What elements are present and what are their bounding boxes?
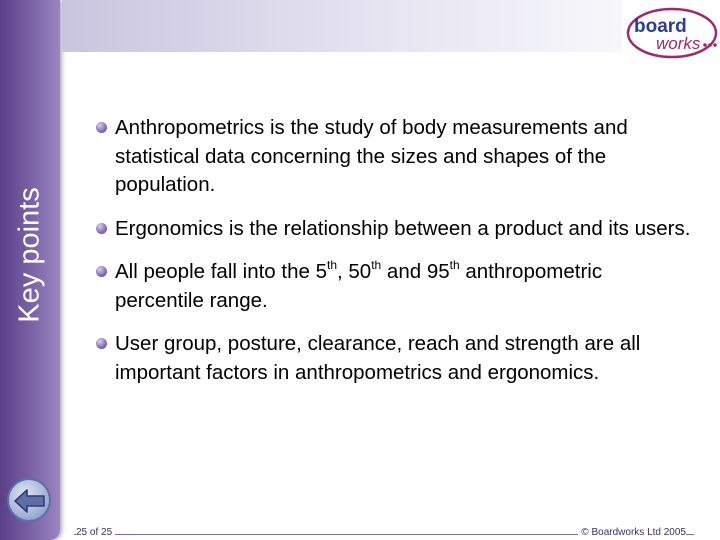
back-arrow-icon — [13, 486, 47, 516]
bullet-item — [93, 330, 693, 387]
bullet-text: All people fall into the 5 — [115, 260, 327, 283]
bullet-icon — [96, 223, 107, 234]
bullet-text: , 50 — [337, 260, 372, 283]
bullet-icon — [96, 338, 107, 349]
page-number: 25 of 25 — [76, 527, 115, 538]
bullet-text: Ergonomics is the relationship between a product and its users. — [115, 216, 691, 240]
copyright: © Boardworks Ltd 2005 — [578, 527, 686, 538]
bullet-text: and 95 — [381, 260, 450, 283]
superscript: th — [449, 258, 460, 273]
bullet-list — [93, 114, 693, 402]
bullet-text: User group, posture, clearance, reach and strength are all important factors in anthropometrics and ergonomics. — [115, 332, 641, 384]
bullet-item — [93, 215, 693, 244]
superscript: th — [326, 258, 337, 273]
sidebar-title: Key points — [13, 187, 46, 323]
bullet-item — [93, 258, 693, 315]
logo-line2: works — [656, 34, 701, 53]
bullet-icon — [96, 266, 107, 277]
boardworks-logo — [626, 6, 720, 60]
bullet-text: anthropometric percentile range. — [115, 260, 603, 312]
bullet-icon — [96, 122, 107, 133]
sidebar — [0, 0, 60, 540]
superscript: th — [371, 258, 382, 273]
header-strip — [62, 0, 622, 52]
back-button[interactable] — [7, 478, 51, 522]
logo-line1: board — [634, 16, 687, 37]
bullet-item — [93, 114, 693, 200]
bullet-text: Anthropometrics is the study of body measurements and statistical data concerning the sizes and shapes of the population. — [115, 116, 628, 196]
